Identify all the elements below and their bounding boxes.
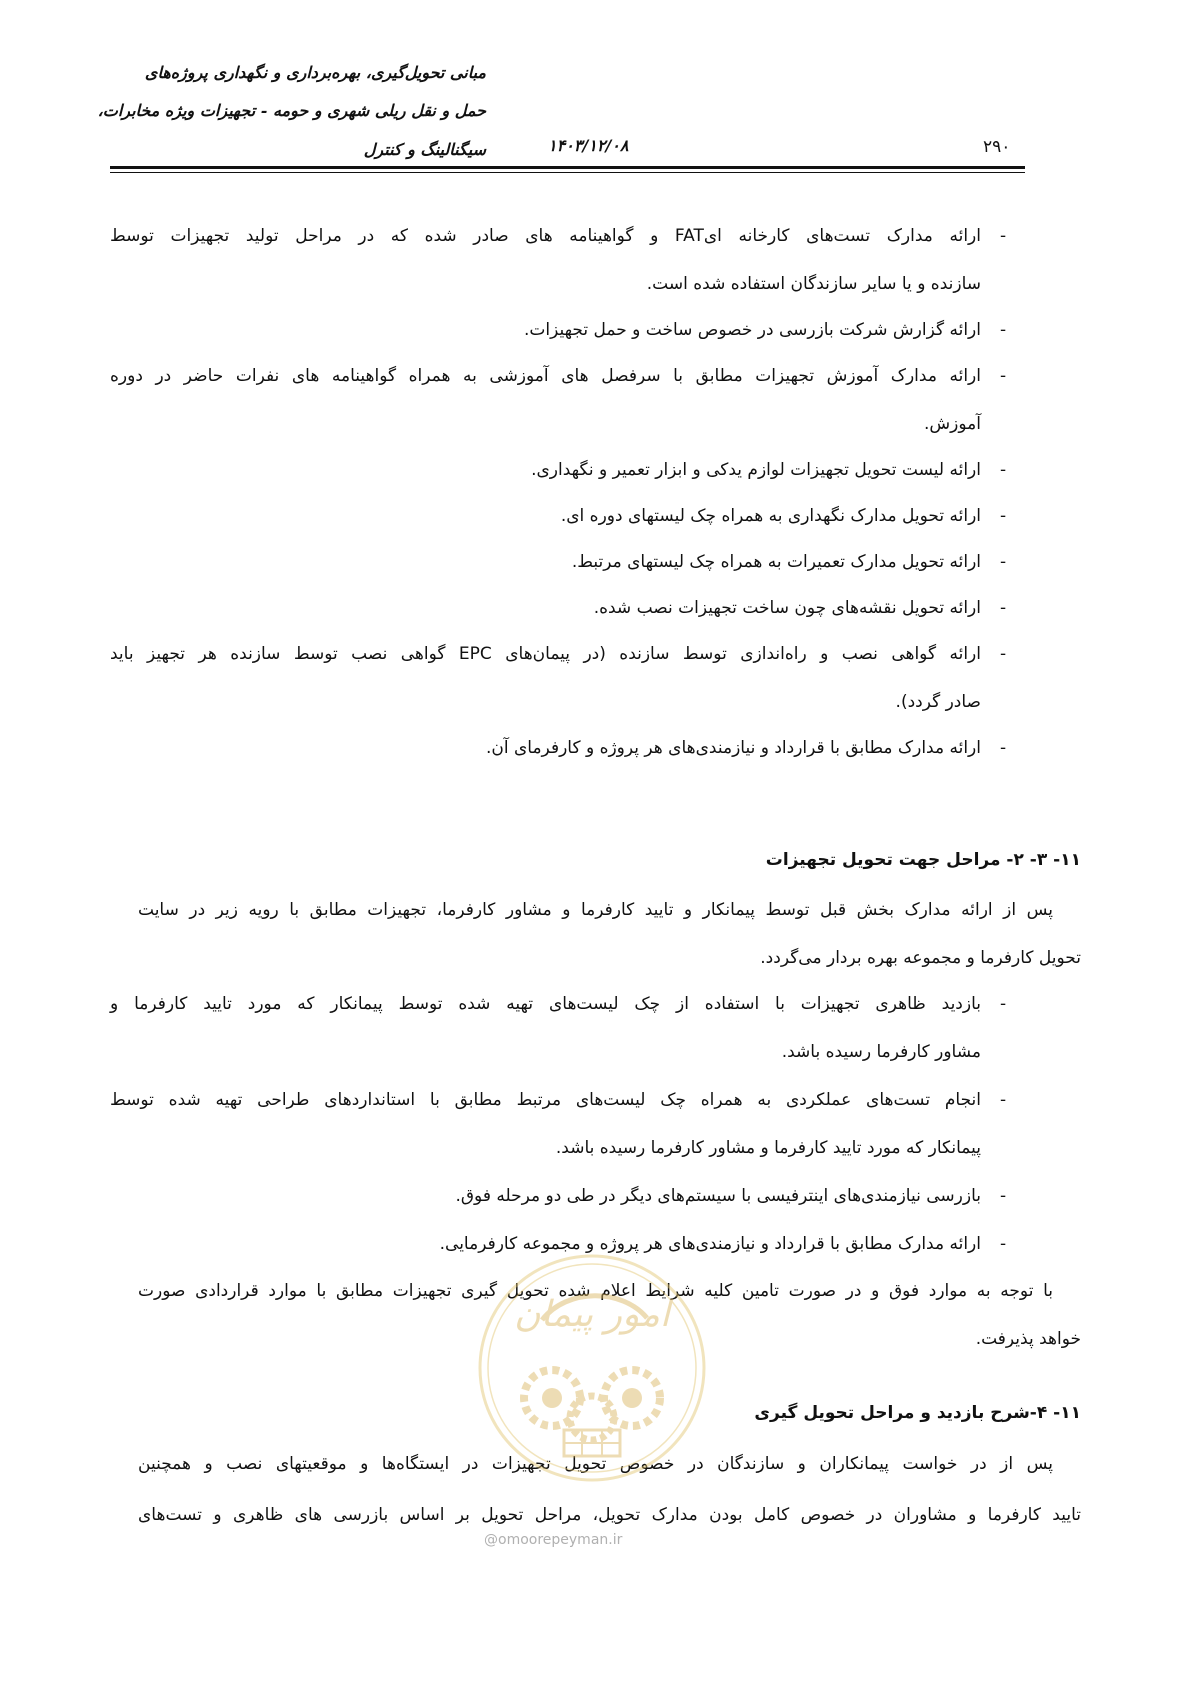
list-item-line: ارائه گواهی نصب و راه‌اندازی توسط سازنده (در پیمان‌های EPC گواهی نصب توسط سازنده هر تجهیز باید: [110, 644, 981, 664]
list-marker: -: [1000, 366, 1007, 386]
list-item-line: ارائه لیست تحویل تجهیزات لوازم یدکی و ابزار تعمیر و نگهداری.: [531, 460, 981, 480]
paragraph-line: تایید کارفرما و مشاوران در خصوص کامل بودن مدارک تحویل، مراحل تحویل بر اساس بازرسی های ظاهری و تست‌های: [138, 1505, 1081, 1525]
paragraph-line: تحویل کارفرما و مجموعه بهره بردار می‌گردد.: [760, 948, 1081, 968]
header-rule-thin: [110, 172, 1025, 173]
header-title-line2: حمل و نقل ریلی شهری و حومه - تجهیزات ویژه مخابرات،: [97, 101, 486, 120]
list-marker: -: [1000, 226, 1007, 246]
header-date: ۱۴۰۳/۱۲/۰۸: [548, 136, 629, 155]
list-item-line: پیمانکار که مورد تایید کارفرما و مشاور کارفرما رسیده باشد.: [555, 1138, 981, 1158]
list-marker: -: [1000, 738, 1007, 758]
list-item-line: ارائه مدارک مطابق با قرارداد و نیازمندی‌های هر پروژه و کارفرمای آن.: [485, 738, 981, 758]
list-item-line: سازنده و یا سایر سازندگان استفاده شده است.: [646, 274, 981, 294]
header-rule-thick: [110, 166, 1025, 169]
list-item-line: ارائه مدارک آموزش تجهیزات مطابق با سرفصل های آموزشی به همراه گواهینامه های نفرات حاضر در دوره: [110, 366, 981, 386]
paragraph-line: پس از در خواست پیمانکاران و سازندگان در خصوص تحویل تجهیزات در ایستگاه‌ها و موقعیتهای نصب و همچنین: [138, 1454, 1053, 1474]
header-title-line3: سیگنالینگ و کنترل: [363, 140, 486, 159]
list-marker: -: [1000, 1186, 1007, 1206]
list-item-line: ارائه مدارک تست‌های کارخانه ای‌FAT و گواهینامه های صادر شده که در مراحل تولید تجهیزات توسط: [110, 226, 981, 246]
list-item-line: ارائه تحویل مدارک نگهداری به همراه چک لیستهای دوره ای.: [560, 506, 981, 526]
list-item-line: آموزش.: [924, 414, 981, 434]
list-item-line: ارائه مدارک مطابق با قرارداد و نیازمندی‌های هر پروژه و مجموعه کارفرمایی.: [439, 1234, 981, 1254]
list-marker: -: [1000, 994, 1007, 1014]
list-item-line: بازرسی نیازمندی‌های اینترفیسی با سیستم‌های دیگر در طی دو مرحله فوق.: [455, 1186, 981, 1206]
list-marker: -: [1000, 460, 1007, 480]
header-title-line1: مبانی تحویل‌گیری، بهره‌برداری و نگهداری پروژه‌های: [144, 63, 486, 82]
section-heading-11-4: ۱۱- ۴-شرح بازدید و مراحل تحویل گیری: [754, 1403, 1081, 1423]
list-item-line: بازدید ظاهری تجهیزات با استفاده از چک لیست‌های تهیه شده توسط پیمانکار که مورد تایید کارفرما و: [110, 994, 981, 1014]
list-item-line: ارائه تحویل مدارک تعمیرات به همراه چک لیستهای مرتبط.: [571, 552, 981, 572]
watermark-text: امور پیمان: [514, 1294, 670, 1335]
list-item-line: صادر گردد).: [895, 692, 981, 712]
section-heading-11-3-2: ۱۱- ۳- ۲- مراحل جهت تحویل تجهیزات: [765, 850, 1081, 870]
list-marker: -: [1000, 320, 1007, 340]
page-number: ۲۹۰: [983, 137, 1011, 157]
list-marker: -: [1000, 1234, 1007, 1254]
list-marker: -: [1000, 552, 1007, 572]
list-item-line: ارائه گزارش شرکت بازرسی در خصوص ساخت و حمل تجهیزات.: [523, 320, 981, 340]
list-marker: -: [1000, 1090, 1007, 1110]
list-item-line: ارائه تحویل نقشه‌های چون ساخت تجهیزات نصب شده.: [593, 598, 981, 618]
watermark-logo: [472, 1248, 712, 1488]
watermark-url: @omoorepeyman.ir: [484, 1532, 623, 1548]
list-marker: -: [1000, 644, 1007, 664]
list-item-line: مشاور کارفرما رسیده باشد.: [781, 1042, 981, 1062]
list-marker: -: [1000, 598, 1007, 618]
paragraph-line: خواهد پذیرفت.: [975, 1329, 1081, 1349]
paragraph-line: با توجه به موارد فوق و در صورت تامین کلیه شرایط اعلام شده تحویل گیری تجهیزات مطابق با موارد قراردادی صورت: [138, 1281, 1053, 1301]
list-item-line: انجام تست‌های عملکردی به همراه چک لیست‌های مرتبط مطابق با استانداردهای طراحی تهیه شده توسط: [110, 1090, 981, 1110]
list-marker: -: [1000, 506, 1007, 526]
paragraph-line: پس از ارائه مدارک بخش قبل توسط پیمانکار و تایید کارفرما و مشاور کارفرما، تجهیزات مطابق با رویه زیر در سایت: [138, 900, 1053, 920]
